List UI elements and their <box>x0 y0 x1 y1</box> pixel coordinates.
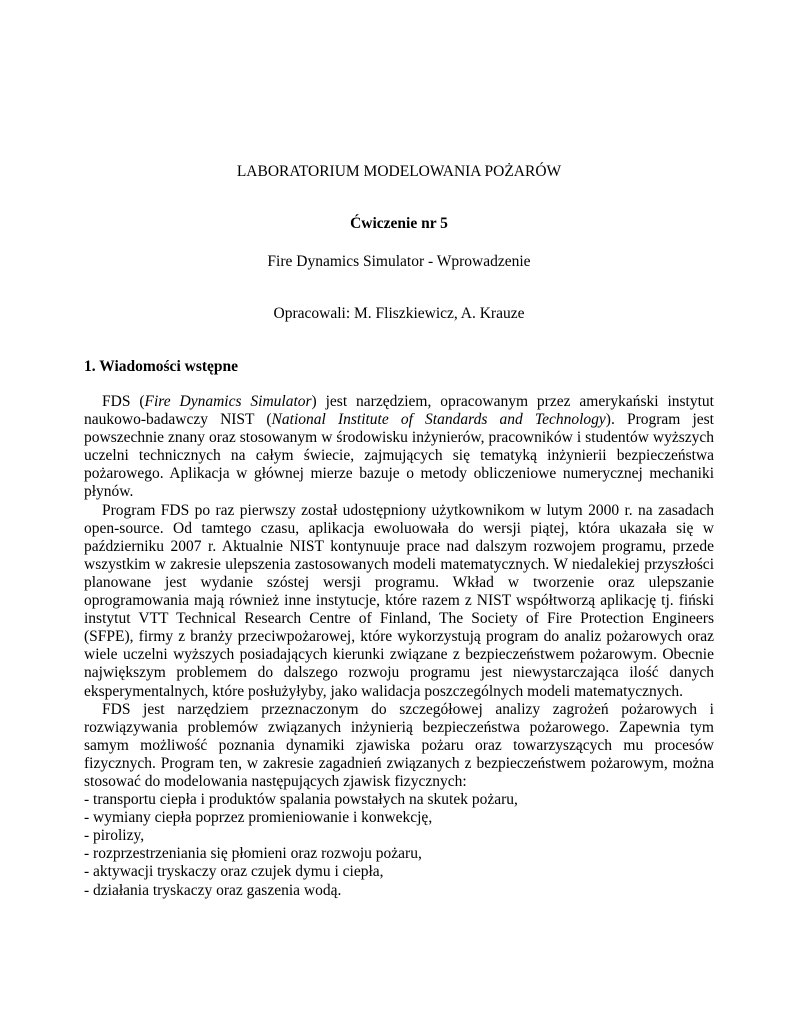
document-header-title: LABORATORIUM MODELOWANIA POŻARÓW <box>236 163 562 180</box>
paragraph-purpose: FDS jest narzędziem przeznaczonym do szczegółowej analizy zagrożeń pożarowych i rozwiązywania problemów związanych inżynierią bezpieczeństwa pożarowego. Zapewnia tym samym możliwość poznania dynamiki zjawiska pożaru oraz towarzyszących mu procesów fizycznych. Program ten, w zakresie zagadnień związanych z bezpieczeństwem pożarowym, można stosować do modelowania następujących zjawisk fizycznych: <box>84 700 714 790</box>
document-page <box>84 0 714 1024</box>
paragraph-intro-italic-nist: National Institute of Standards and Technology <box>271 411 606 429</box>
paragraph-intro-part2: ) jest narzędziem, opracowanym przez amerykański instytut naukowo-badawczy NIST ( <box>84 393 714 429</box>
exercise-title: Ćwiczenie nr 5 <box>350 215 448 232</box>
phenomena-list <box>84 791 714 900</box>
section-title: 1. Wiadomości wstępne <box>84 358 239 375</box>
list-item: - transportu ciepła i produktów spalania powstałych na skutek pożaru, <box>84 791 518 809</box>
paragraph-history: Program FDS po raz pierwszy został udostępniony użytkownikom w lutym 2000 r. na zasadach open-source. Od tamtego czasu, aplikacja ewoluowała do wersji piątej, która ukazała się w październiku 2007 r. Aktualnie NIST kontynuuje prace nad dalszym rozwojem programu, przede wszystkim w zakresie ulepszenia zastosowanych modeli matematycznych. W niedalekiej przyszłości planowane jest wydanie szóstej wersji programu. Wkład w tworzenie oraz ulepszanie oprogramowania mają również inne instytucje, które razem z NIST współtworzą aplikację tj. fiński instytut VTT Technical Research Centre of Finland, The Society of Fire Protection Engineers (SFPE), firmy z branży przeciwpożarowej, które wykorzystują program do analiz pożarowych oraz wiele uczelni wyższych posiadających kierunki związane z bezpieczeństwem pożarowym. Obecnie największym problemem do dalszego rozwoju programu jest niewystarczająca ilość danych eksperymentalnych, które posłużyłyby, jako walidacja poszczególnych modeli matematycznych. <box>84 501 714 700</box>
exercise-subtitle: Fire Dynamics Simulator - Wprowadzenie <box>267 253 531 270</box>
list-item: - działania tryskaczy oraz gaszenia wodą. <box>84 881 342 899</box>
body-text <box>84 393 714 900</box>
paragraph-intro-part3: ). Program jest powszechnie znany oraz stosowanym w środowisku inżynierów, pracowników i studentów wyższych uczelni technicznych na całym świecie, zajmujących się tematyką inżynierii bezpieczeństwa pożarowego. Aplikacja w głównej mierze bazuje o metody obliczeniowe numerycznej mechaniki płynów. <box>84 411 714 501</box>
authors-line: Opracowali: M. Fliszkiewicz, A. Krauze <box>273 305 525 322</box>
list-item: - pirolizy, <box>84 827 145 845</box>
paragraph-intro <box>84 393 714 502</box>
paragraph-intro-part1: FDS ( <box>102 393 145 410</box>
list-item: - aktywacji tryskaczy oraz czujek dymu i ciepła, <box>84 863 384 881</box>
list-item: - wymiany ciepła poprzez promieniowanie i konwekcję, <box>84 809 433 827</box>
paragraph-intro-italic-fds: Fire Dynamics Simulator <box>144 393 312 410</box>
list-item: - rozprzestrzeniania się płomieni oraz rozwoju pożaru, <box>84 845 422 863</box>
